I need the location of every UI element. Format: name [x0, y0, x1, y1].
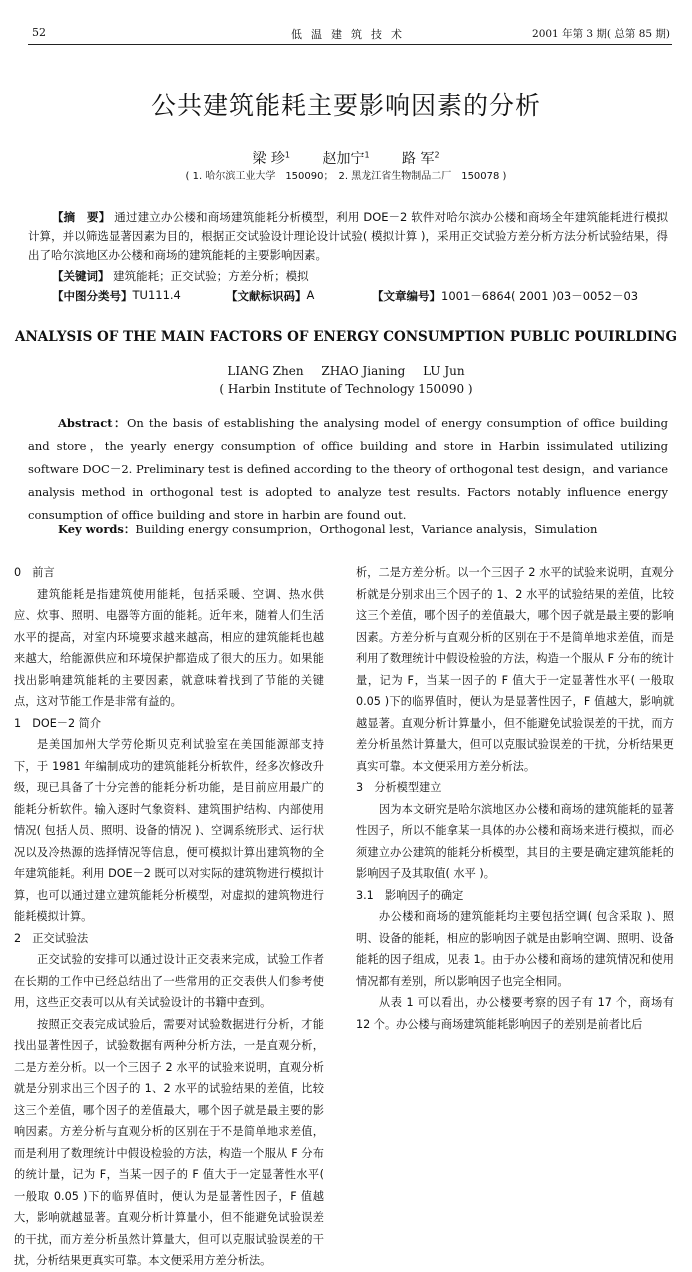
keywords-en-text: Building energy consumprion，Orthogonal lest，Variance analysis，Simulation	[135, 522, 598, 536]
author-en-2: ZHAO Jianing	[321, 364, 406, 378]
issue-info: 2001 年第 3 期( 总第 85 期)	[532, 28, 670, 40]
section-3-heading: 3 分析模型建立	[356, 781, 442, 794]
affiliations-cn: ( 1. 哈尔滨工业大学 150090； 2. 黑龙江省生物制品二厂 150078 )	[185, 171, 507, 182]
section-3-1-heading: 3.1 影响因子的确定	[356, 888, 464, 902]
abstract-cn-label: 【摘 要】	[52, 210, 111, 224]
keywords-cn	[52, 268, 309, 284]
abstract-cn	[28, 208, 668, 265]
header-rule	[28, 44, 672, 45]
abstract-en-label: Abstract：	[58, 416, 127, 430]
authors-cn	[0, 148, 692, 168]
keywords-cn-text: 建筑能耗；正交试验；方差分析；模拟	[113, 269, 309, 283]
running-header	[32, 24, 670, 44]
section-3-1-paragraph-2: 从表 1 可以看出，办公楼要考察的因子有 17 个，商场有 12 个。办公楼与商场建筑能耗影响因子的差别是前者比后	[356, 996, 674, 1031]
section-2-paragraph-1: 正交试验的安排可以通过设计正交表来完成，试验工作者在长期的工作中已经总结出了一些常用的正交表供人们参考使用，这些正交表可以从有关试验设计的书籍中查到。	[14, 953, 324, 1009]
keywords-en	[58, 521, 597, 537]
author-en-1: LIANG Zhen	[227, 364, 304, 378]
section-0-heading: 0 前言	[14, 566, 55, 579]
section-2-paragraph-2-cont: 析，二是方差分析。以一个三因子 2 水平的试验来说明，直观分析就是分别求出三个因子的 1、2 水平的试验结果的差值，比较这三个差值，哪个因子的差值最大，哪个因子就是最主要的影响因素。方差分析与直观分析的区别在于不是简单地求差值，而是利用了数理统计中假设检验的方法，构造一个服从 F 分布的统计量，记为 F，当某一因子的 F 值大于一定显著性水平( 一般取 0.05 )下的临界值时，便认为是显著性因子，F 值越大，影响就越显著。直观分析计算量小，但不能避免试验误差的干扰，而方差分析虽然计算量大，但可以克服试验误差的干扰，分析结果更真实可靠。本文便采用方差分析法。	[356, 566, 674, 773]
section-0-paragraph: 建筑能耗是指建筑使用能耗，包括采暖、空调、热水供应、炊事、照明、电器等方面的能耗。近年来，随着人们生活水平的提高，对室内环境要求越来越高，相应的建筑能耗也越来越大，给能源供应和环境保护都造成了很大的压力。如果能找出影响建筑能耗的主要因素，就意味着找到了节能的关键点，这对节能工作是非常有益的。	[14, 587, 324, 708]
title-cn: 公共建筑能耗主要影响因素的分析	[150, 91, 541, 120]
title-en: ANALYSIS OF THE MAIN FACTORS OF ENERGY CONSUMPTION PUBLIC POUIRLDING	[14, 329, 678, 345]
section-1-heading: 1 DOE－2 简介	[14, 716, 102, 730]
body-column-right	[356, 562, 674, 1035]
section-1-paragraph: 是美国加州大学劳伦斯贝克利试验室在美国能源部支持下，于 1981 年编制成功的建筑能耗分析软件，经多次修改升级，现已具备了十分完善的能耗分析功能，是目前应用最广的能耗分析软件。输入逐时气象资料、建筑围护结构、内部使用情况( 包括人员、照明、设备的情况 )、空调系统形式、运行状况以及冷热源的选择情况等信息，便可模拟计算出建筑物的全年建筑能耗。利用 DOE－2 既可以对实际的建筑物进行模拟计算，也可以通过建立建筑能耗分析模型，对虚拟的建筑物进行能耗模拟计算。	[14, 738, 324, 923]
abstract-en	[28, 412, 668, 527]
section-2-paragraph-2: 按照正交表完成试验后，需要对试验数据进行分析，才能找出显著性因子，试验数据有两种分析方法，一是直观分析，二是方差分析。以一个三因子 2 水平的试验来说明，直观分析就是分别求出三个因子的 1、2 水平的试验结果的差值，比较这三个差值，哪个因子的差值最大，哪个因子就是最主要的影响因素。方差分析与直观分析的区别在于不是简单地求差值，而是利用了数理统计中假设检验的方法，构造一个服从 F 分布的统计量，记为 F，当某一因子的 F 值大于一定显著性水平( 一般取 0.05 )下的临界值时，便认为是显著性因子，F 值越大，影响就越显著。直观分析计算量小，但不能避免试验误差的干扰，而方差分析虽然计算量大，但可以克服试验误差的干扰，分析结果更真实可靠。本文便采用方差分析法。	[14, 1017, 324, 1267]
article-number: 【文章编号】 1001－6864( 2001 )03－0052－03	[372, 289, 639, 303]
author-2: 赵加宁$^1$	[322, 150, 370, 167]
affiliation-en: ( Harbin Institute of Technology 150090 )	[219, 382, 473, 396]
section-3-1-paragraph-1: 办公楼和商场的建筑能耗均主要包括空调( 包含采取 )、照明、设备的能耗，相应的影响因子就是由影响空调、照明、设备能耗的因子组成，见表 1。由于办公楼和商场的建筑情况和使用情况都有差别，所以影响因子也完全相同。	[356, 910, 674, 988]
body-column-left	[14, 562, 324, 1267]
author-en-3: LU Jun	[423, 364, 465, 378]
keywords-en-label: Key words：	[58, 522, 136, 536]
section-2-heading: 2 正交试验法	[14, 931, 89, 945]
clc-number: 【中图分类号】 TU111.4	[52, 288, 181, 303]
abstract-cn-text: 通过建立办公楼和商场建筑能耗分析模型，利用 DOE－2 软件对哈尔滨办公楼和商场全年建筑能耗进行模拟计算，并以筛选显著因素为目的，根据正交试验设计理论设计试验( 模拟计算 )，采用正交试验方差分析方法分析试验结果，得出了哈尔滨地区办公楼和商场的建筑能耗的主要影响因素。	[28, 210, 669, 262]
author-1: 梁 珍$^1$	[252, 150, 290, 167]
abstract-en-text: On the basis of establishing the analysing model of energy consumption of office building and store，the yearly energy consumption of office building and store in Harbin issimulated utilizing software DOC－2. Preliminary test is defined according to the theory of orthogonal test design，and variance analysis method in orthogonal test is adopted to analyze test results. Factors notably influence energy consumption of office building and store in harbin are found out.	[28, 416, 669, 522]
section-3-paragraph: 因为本文研究是哈尔滨地区办公楼和商场的建筑能耗的显著性因子，所以不能拿某一具体的办公楼和商场来进行模拟，而必须建立办公建筑的能耗分析模型，其目的主要是确定建筑能耗的影响因子及其取值( 水平 )。	[356, 802, 674, 880]
authors-en	[0, 364, 692, 378]
journal-name: 低温建筑技术	[291, 28, 411, 41]
keywords-cn-label: 【关键词】	[52, 269, 110, 283]
doc-code: 【文献标识码】 A	[226, 288, 315, 303]
page-number: 52	[32, 26, 46, 39]
author-3: 路 军$^2$	[402, 150, 440, 167]
